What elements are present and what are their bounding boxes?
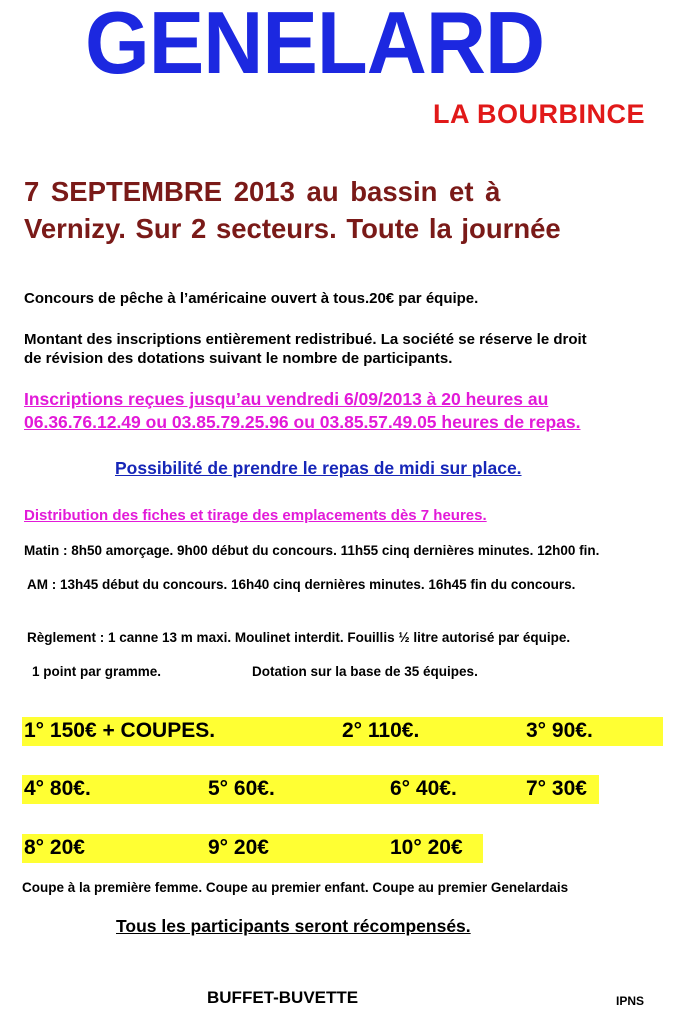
recompense-notice: Tous les participants seront récompensés. [116, 916, 471, 936]
montant-text-line1: Montant des inscriptions entièrement redistribué. La société se réserve le droit [24, 331, 587, 348]
prize-5: 5° 60€. [208, 777, 275, 800]
distribution-notice: Distribution des fiches et tirage des emplacements dès 7 heures. [24, 507, 487, 524]
prize-2: 2° 110€. [342, 719, 420, 742]
prize-10: 10° 20€ [390, 836, 463, 859]
repas-notice: Possibilité de prendre le repas de midi sur place. [115, 458, 522, 478]
event-headline-line2: Vernizy. Sur 2 secteurs. Toute la journée [24, 213, 561, 244]
poster-subtitle: LA BOURBINCE [433, 99, 645, 129]
event-headline-line1: 7 SEPTEMBRE 2013 au bassin et à [24, 176, 501, 207]
schedule-matin: Matin : 8h50 amorçage. 9h00 début du concours. 11h55 cinq dernières minutes. 12h00 fin. [24, 543, 600, 558]
concours-text: Concours de pêche à l’américaine ouvert à tous.20€ par équipe. [24, 290, 479, 307]
prize-1: 1° 150€ + COUPES. [24, 719, 216, 742]
prize-9: 9° 20€ [208, 836, 269, 859]
prize-row-2-highlight [22, 775, 599, 804]
inscriptions-line1: Inscriptions reçues jusqu’au vendredi 6/09/2013 à 20 heures au [24, 389, 549, 409]
dotation-text: Dotation sur la base de 35 équipes. [252, 664, 478, 679]
coupe-text: Coupe à la première femme. Coupe au premier enfant. Coupe au premier Genelardais [22, 880, 569, 895]
points-text: 1 point par gramme. [32, 664, 162, 679]
schedule-am: AM : 13h45 début du concours. 16h40 cinq dernières minutes. 16h45 fin du concours. [27, 577, 576, 592]
prize-6: 6° 40€. [390, 777, 457, 800]
prize-7: 7° 30€ [526, 777, 587, 800]
ipns-mark: IPNS [616, 994, 645, 1008]
poster-title: GENELARD [85, 0, 545, 92]
inscriptions-line2: 06.36.76.12.49 ou 03.85.79.25.96 ou 03.85.57.49.05 heures de repas. [24, 412, 581, 432]
montant-text-line2: de révision des dotations suivant le nombre de participants. [24, 350, 453, 367]
prize-4: 4° 80€. [24, 777, 91, 800]
prize-3: 3° 90€. [526, 719, 593, 742]
prize-8: 8° 20€ [24, 836, 85, 859]
buffet-buvette: BUFFET-BUVETTE [207, 988, 359, 1007]
reglement-text: Règlement : 1 canne 13 m maxi. Moulinet interdit. Fouillis ½ litre autorisé par équipe. [27, 630, 571, 645]
